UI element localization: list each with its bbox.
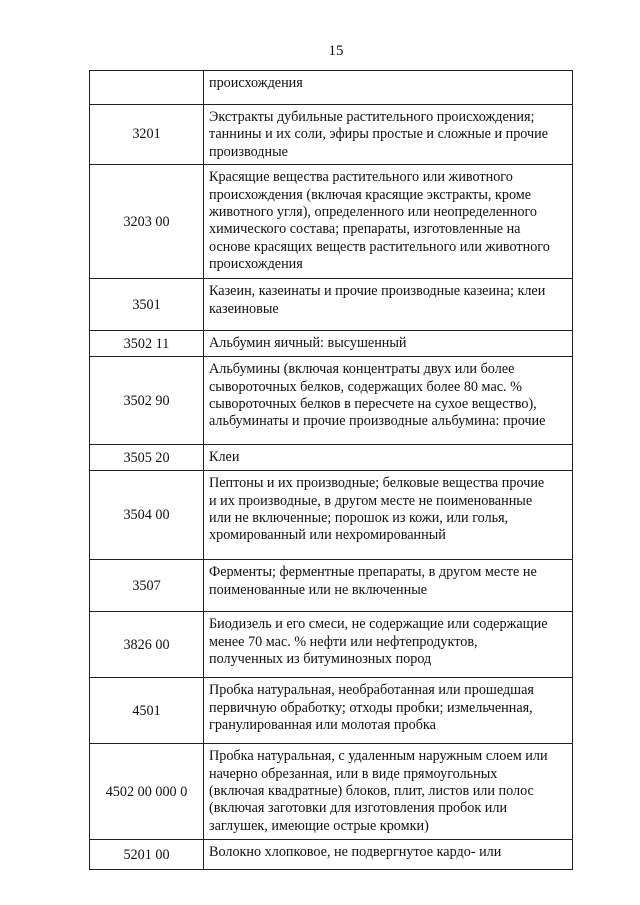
description-line: Экстракты дубильные растительного происхождения; xyxy=(209,109,535,125)
description-cell xyxy=(204,279,573,331)
description-line: происхождения xyxy=(209,75,303,91)
description-cell xyxy=(204,678,573,744)
description-line: происхождения xyxy=(209,256,303,273)
description-cell xyxy=(204,105,573,165)
description-line: Пробка натуральная, необработанная или прошедшая xyxy=(209,682,534,699)
description-line: заглушек, имеющие острые кромки) xyxy=(209,817,429,834)
description-line: начерно обрезанная, или в виде прямоугольных xyxy=(209,765,498,782)
table-row xyxy=(90,71,573,105)
code-cell: 3502 11 xyxy=(90,331,204,357)
description-line: производные xyxy=(209,143,288,160)
table-row xyxy=(90,744,573,840)
code-cell: 4501 xyxy=(90,678,204,744)
description-line: Альбумины (включая концентраты двух или более xyxy=(209,361,515,378)
code-cell: 3203 00 xyxy=(90,165,204,279)
description-cell xyxy=(204,471,573,560)
description-line: Альбумин яичный: высушенный xyxy=(209,335,407,352)
code-cell: 3826 00 xyxy=(90,612,204,678)
table-row xyxy=(90,560,573,612)
description-line: основе красящих веществ растительного или животного xyxy=(209,238,550,255)
tariff-code-table xyxy=(89,70,573,870)
description-cell xyxy=(204,71,573,105)
table-row xyxy=(90,471,573,560)
description-line: химического состава; препараты, изготовленные на xyxy=(209,221,521,238)
description-line: и их производные, в другом месте не поименованные xyxy=(209,492,533,509)
table-row xyxy=(90,165,573,279)
description-cell xyxy=(204,357,573,445)
table-row xyxy=(90,445,573,471)
table-row xyxy=(90,678,573,744)
description-cell xyxy=(204,744,573,840)
description-line: сывороточных белков в пересчете на сухое вещество), xyxy=(209,396,537,413)
description-cell xyxy=(204,840,573,870)
description-line: первичную обработку; отходы пробки; измельченная, xyxy=(209,699,533,716)
description-line: гранулированная или молотая пробка xyxy=(209,717,436,734)
description-line: менее 70 мас. % нефти или нефтепродуктов, xyxy=(209,633,478,650)
table-row xyxy=(90,331,573,357)
description-line: Пептоны и их производные; белковые вещества прочие xyxy=(209,475,545,492)
description-line: Биодизель и его смеси, не содержащие или содержащие xyxy=(209,616,548,633)
description-line: Ферменты; ферментные препараты, в другом месте не xyxy=(209,564,537,581)
description-line: сывороточных белков, содержащих более 80 мас. % xyxy=(209,378,522,395)
description-cell xyxy=(204,165,573,279)
code-cell: 3504 00 xyxy=(90,471,204,560)
table-row xyxy=(90,357,573,445)
description-cell xyxy=(204,445,573,471)
code-cell: 3507 xyxy=(90,560,204,612)
description-line: Красящие вещества растительного или животного xyxy=(209,169,513,186)
description-line: казеиновые xyxy=(209,300,279,317)
description-line: Волокно хлопковое, не подвергнутое кардо- или xyxy=(209,844,502,861)
description-line: Пробка натуральная, с удаленным наружным слоем или xyxy=(209,748,548,765)
table-row xyxy=(90,840,573,870)
description-cell xyxy=(204,331,573,357)
description-line: (включая квадратные) блоков, плит, листов или полос xyxy=(209,783,534,800)
description-line: Казеин, казеинаты и прочие производные казеина; клеи xyxy=(209,283,546,300)
description-line: животного угля), определенного или неопределенного xyxy=(209,204,538,221)
description-line: или не включенные; порошок из кожи, или голья, xyxy=(209,510,509,527)
description-cell xyxy=(204,560,573,612)
code-cell: 3501 xyxy=(90,279,204,331)
page-number: 15 xyxy=(328,43,344,59)
description-line: поименованные или не включенные xyxy=(209,581,428,598)
description-line: Клеи xyxy=(209,449,240,466)
description-line: (включая заготовки для изготовления пробок или xyxy=(209,800,508,817)
description-line: хромированный или нехромированный xyxy=(209,527,446,544)
code-cell: 4502 00 000 0 xyxy=(90,744,204,840)
code-cell: 5201 00 xyxy=(90,840,204,870)
description-line: происхождения (включая красящие экстракты, кроме xyxy=(209,186,532,203)
table-row xyxy=(90,105,573,165)
table-row xyxy=(90,279,573,331)
table-row xyxy=(90,612,573,678)
description-cell xyxy=(204,612,573,678)
code-cell: 3505 20 xyxy=(90,445,204,471)
description-line: альбуминаты и прочие производные альбумина: прочие xyxy=(209,413,546,430)
description-line: полученных из битуминозных пород xyxy=(209,651,432,668)
code-cell xyxy=(90,71,204,105)
code-cell: 3201 xyxy=(90,105,204,165)
description-line: таннины и их соли, эфиры простые и сложные и прочие xyxy=(209,126,549,143)
code-cell: 3502 90 xyxy=(90,357,204,445)
